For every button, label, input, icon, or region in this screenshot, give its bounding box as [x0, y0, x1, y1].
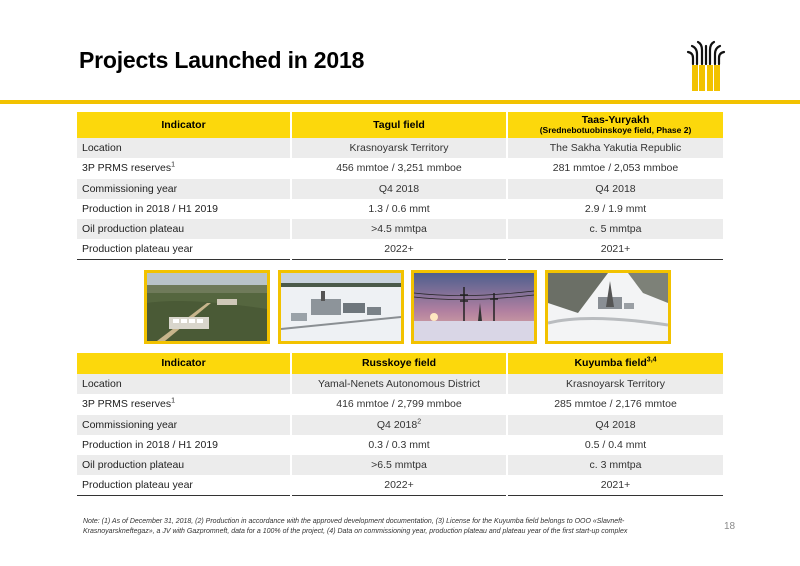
projects-table-1 [77, 112, 723, 260]
row-label: Oil production plateau [77, 219, 291, 239]
cell-value: 285 mmtoe / 2,176 mmtoe [554, 398, 677, 411]
footnote-text: Note: (1) As of December 31, 2018, (2) Production in accordance with the approved development documentation, (3) License for the Kuyumba field belongs to OOO «Slavneft-Krasnoyarskneftegaz», a JV with Gazpromneft, data for a 100% of the project, (4) Data on commissioning year, production plateau and plateau year of the first start-up complex [83, 518, 628, 536]
table-row [77, 179, 723, 199]
header-taas-yuryakh [507, 112, 723, 138]
footnote-marker: 1 [171, 397, 175, 405]
cell-value: Yamal-Nenets Autonomous District [291, 374, 507, 394]
footnote-marker: 3,4 [646, 356, 657, 364]
cell-value: 2022+ [291, 239, 507, 259]
cell-value: Q4 2018 [507, 179, 723, 199]
cell-value: 2.9 / 1.9 mmt [584, 203, 647, 216]
footnote-marker: 1 [171, 161, 175, 169]
row-label: Production plateau year [77, 239, 291, 259]
footnote-marker: 2 [417, 418, 422, 426]
header-kuyumba-field [507, 353, 723, 374]
table-row [77, 475, 723, 495]
table-row [77, 158, 723, 178]
page-number: 18 [724, 521, 736, 532]
photo-snowy-facility-icon [278, 270, 404, 344]
cell-value: 0.3 / 0.3 mmt [291, 435, 507, 455]
cell-value: 456 mmtoe / 3,251 mmboe [291, 158, 507, 178]
header-indicator: Indicator [77, 112, 291, 138]
header-kuyumba-title: Kuyumba field [574, 357, 647, 370]
projects-table-2 [77, 353, 723, 496]
row-label-text: 3P PRMS reserves [82, 162, 172, 175]
row-label: Oil production plateau [77, 455, 291, 475]
cell-value [291, 415, 507, 435]
row-label: Location [77, 138, 291, 158]
cell-value: 2021+ [507, 239, 723, 259]
cell-value: >6.5 mmtpa [291, 455, 507, 475]
row-label [77, 158, 291, 178]
cell-value: Krasnoyarsk Territory [291, 138, 507, 158]
cell-value: >4.5 mmtpa [291, 219, 507, 239]
cell-value: 416 mmtoe / 2,799 mmboe [291, 394, 507, 414]
rosneft-logo-icon [683, 40, 729, 92]
table-header-row [77, 353, 723, 374]
cell-value: 2021+ [507, 475, 723, 495]
row-label [77, 394, 291, 414]
cell-value: Q4 2018 [291, 179, 507, 199]
table-header-row [77, 112, 723, 138]
photo-sunset-rig-powerlines-icon [411, 270, 537, 344]
header-tagul-field: Tagul field [291, 112, 507, 138]
page-title: Projects Launched in 2018 [79, 47, 365, 73]
cell-value: 2022+ [291, 475, 507, 495]
header-russkoye-field: Russkoye field [291, 353, 507, 374]
row-label-text: 3P PRMS reserves [82, 398, 172, 411]
row-label: Commissioning year [77, 415, 291, 435]
row-label: Production in 2018 / H1 2019 [77, 435, 291, 455]
cell-value: Q4 2018 [507, 415, 723, 435]
cell-value: 1.3 / 0.6 mmt [291, 199, 507, 219]
table-row [77, 239, 723, 259]
table-row [77, 415, 723, 435]
table-row [77, 435, 723, 455]
photo-oilfield-aerial-icon [144, 270, 270, 344]
table-row [77, 394, 723, 414]
cell-value: The Sakha Yakutia Republic [507, 138, 723, 158]
table-row [77, 455, 723, 475]
cell-value: c. 3 mmtpa [507, 455, 723, 475]
row-label: Commissioning year [77, 179, 291, 199]
cell-value: c. 5 mmtpa [507, 219, 723, 239]
cell-value: 0.5 / 0.4 mmt [584, 439, 647, 452]
row-label: Production in 2018 / H1 2019 [77, 199, 291, 219]
header-indicator: Indicator [77, 353, 291, 374]
cell-value-text: Q4 2018 [376, 418, 418, 431]
row-label: Location [77, 374, 291, 394]
table-row [77, 138, 723, 158]
header-taas-yuryakh-title: Taas-Yuryakh [581, 114, 650, 127]
row-label: Production plateau year [77, 475, 291, 495]
table-row [77, 199, 723, 219]
title-divider [0, 100, 800, 104]
table-row [77, 374, 723, 394]
header-taas-yuryakh-subtitle: (Srednebotuobinskoye field, Phase 2) [539, 125, 692, 136]
cell-value: 281 mmtoe / 2,053 mmboe [552, 162, 679, 175]
photo-winter-drilling-site-icon [545, 270, 671, 344]
cell-value: Krasnoyarsk Territory [507, 374, 723, 394]
table-row [77, 219, 723, 239]
